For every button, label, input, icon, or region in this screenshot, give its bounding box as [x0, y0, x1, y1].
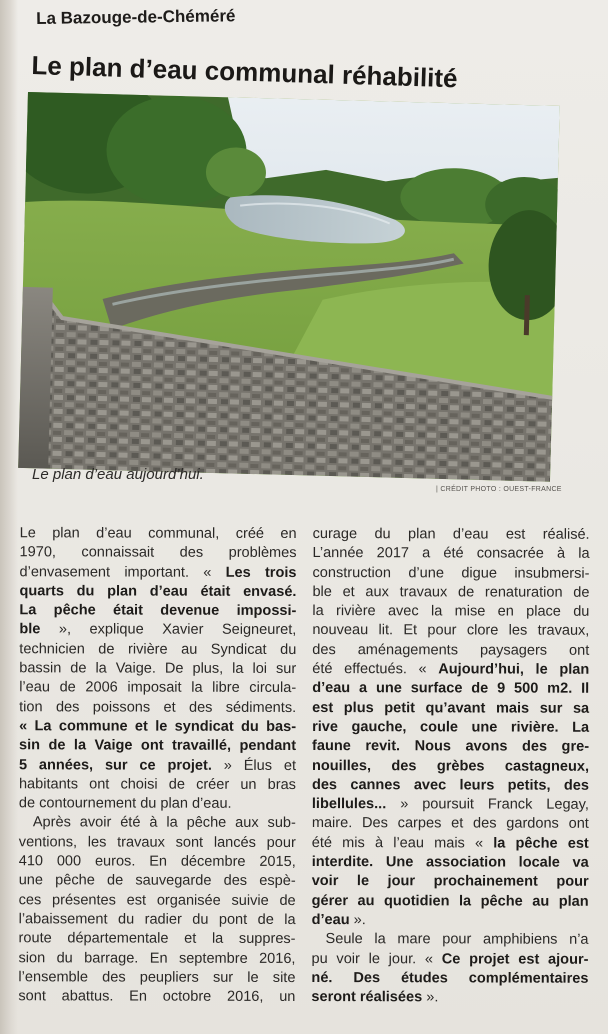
bold-quote-text: sin de la Vaige ont travaillé, pendant: [19, 737, 297, 755]
body-text-segment: pu voir le jour. «: [311, 950, 442, 967]
text-line: [312, 757, 589, 777]
bold-quote-text: ble: [19, 621, 41, 638]
body-text-segment: ventions, les travaux sont lancés pour: [18, 834, 296, 851]
bold-quote-text: voir le jour prochainement pour: [311, 873, 589, 891]
body-text-segment: tion des poissons et des sédiments.: [19, 698, 297, 716]
bold-quote-text: des cannes avec leurs petits, des: [311, 776, 589, 794]
text-line: [312, 911, 589, 931]
body-text-segment: l’abaissement du radier du pont de la: [18, 911, 296, 928]
text-line: [20, 524, 297, 544]
text-line: [19, 659, 296, 679]
body-text-segment: l’ensemble des peupliers sur le site: [18, 969, 296, 986]
bold-quote-text: 5 années, sur ce projet.: [18, 756, 212, 774]
body-text-segment: », explique Xavier Seigneuret,: [40, 621, 297, 639]
body-text-segment: technicien de rivière au Syndicat du: [19, 641, 297, 658]
body-text-segment: ces présentes est organisée suivie de: [18, 891, 296, 909]
bold-quote-text: Les trois: [225, 564, 297, 581]
body-column-left: [18, 524, 296, 1007]
bold-quote-text: Aujourd’hui, le plan: [438, 661, 590, 678]
text-line: [19, 814, 296, 834]
body-text-segment: » Élus et: [211, 757, 297, 774]
text-line: [312, 622, 589, 642]
bold-quote-text: rive gauche, coule une rivière. La: [312, 718, 590, 736]
text-line: [18, 987, 295, 1007]
text-line: [19, 872, 296, 892]
text-line: [19, 563, 296, 583]
text-line: [19, 833, 296, 853]
text-line: [19, 737, 296, 757]
text-line: [312, 602, 589, 622]
article-headline: Le plan d’eau communal réhabilité: [31, 50, 459, 94]
pond-landscape-image: [18, 92, 560, 482]
body-text-segment: route départementale et la suppres-: [18, 930, 296, 948]
body-text-segment: la rivière avec la mise en place du: [312, 603, 590, 620]
text-line: [18, 968, 295, 988]
article-photo: [18, 92, 560, 482]
text-line: [313, 525, 590, 545]
body-text-segment: l’eau de 2006 imposait la libre circula-: [19, 679, 297, 697]
bold-quote-text: quarts du plan d’eau était envasé.: [19, 583, 297, 600]
body-text-segment: maire. Des carpes et des gardons ont: [311, 815, 589, 833]
text-line: [19, 910, 296, 930]
text-line: [19, 621, 296, 641]
body-text-segment: 410 000 euros. En décembre 2015,: [18, 853, 296, 871]
bold-quote-text: gérer au quotidien la pêche au plan: [311, 892, 589, 910]
body-text-segment: une pêche de sauvegarde des espè-: [18, 872, 296, 890]
text-line: [312, 834, 589, 854]
body-text-segment: bassin de la Vaige. De plus, la loi sur: [19, 660, 297, 678]
text-line: [19, 775, 296, 795]
body-text-segment: d’envasement important. «: [19, 563, 226, 581]
body-text-segment: » poursuit Franck Legay,: [386, 796, 589, 813]
body-column-right: [311, 525, 589, 1008]
bold-quote-text: libellules...: [311, 796, 387, 813]
body-text-segment: de contournement du plan d’eau.: [18, 795, 232, 812]
body-text-segment: été effectués. «: [312, 661, 439, 678]
text-line: [19, 717, 296, 737]
text-line: [312, 699, 589, 719]
text-line: [19, 679, 296, 699]
bold-quote-text: né. Des études complémentaires: [311, 969, 589, 987]
bold-quote-text: interdite. Une association locale va: [311, 854, 589, 871]
body-text-segment: Seule la mare pour amphibiens n’a: [325, 931, 589, 948]
text-line: [312, 853, 589, 873]
body-text-segment: ».: [349, 912, 366, 929]
body-text-segment: Après avoir été à la pêche aux sub-: [32, 814, 296, 832]
text-line: [311, 950, 588, 970]
text-line: [19, 582, 296, 602]
body-text-segment: construction d’une digue insubmersi-: [312, 564, 590, 582]
text-line: [312, 872, 589, 892]
text-line: [19, 601, 296, 621]
bold-quote-text: faune revit. Nous avons des gre-: [312, 738, 590, 756]
bold-quote-text: Ce projet est ajour-: [441, 950, 589, 968]
text-line: [312, 814, 589, 834]
text-line: [312, 718, 589, 738]
bold-quote-text: d’eau: [311, 911, 350, 929]
text-line: [312, 583, 589, 603]
body-text-segment: été mis à l’eau mais «: [311, 834, 494, 852]
bold-quote-text: la pêche est: [493, 835, 589, 852]
text-line: [19, 929, 296, 949]
body-text-segment: habitants ont choisi de créer un bras: [18, 776, 296, 793]
photo-caption: Le plan d’eau aujourd’hui.: [32, 466, 204, 483]
body-text-segment: sont abattus. En octobre 2016, un: [18, 988, 296, 1006]
text-line: [19, 640, 296, 660]
text-line: [20, 544, 297, 564]
body-text-segment: nouveau lit. Et pour clore les travaux,: [312, 622, 590, 640]
body-text-segment: sion du barrage. En septembre 2016,: [18, 949, 296, 967]
text-line: [312, 795, 589, 815]
body-text-segment: L’année 2017 a été consacrée à la: [312, 545, 590, 563]
bold-quote-text: d’eau a une surface de 9 500 m2. Il: [312, 680, 590, 698]
page-fold-shadow: [0, 0, 18, 1034]
bold-quote-text: seront réalisées: [311, 989, 423, 1006]
text-line: [313, 544, 590, 564]
text-line: [312, 660, 589, 680]
text-line: [311, 988, 588, 1008]
body-text-segment: ble et aux travaux de renaturation de: [312, 583, 590, 601]
body-text-segment: 1970, connaissait des problèmes: [19, 544, 297, 562]
text-line: [312, 892, 589, 912]
body-text-left: [18, 524, 296, 1007]
text-line: [19, 852, 296, 872]
text-line: [19, 794, 296, 814]
body-text-segment: ».: [422, 989, 439, 1006]
bold-quote-text: est plus petit qu’avant mais sur sa: [312, 699, 590, 717]
text-line: [312, 930, 589, 950]
body-text-segment: des aménagements paysagers ont: [312, 641, 590, 659]
article-kicker: La Bazouge-de-Chéméré: [36, 6, 236, 28]
text-line: [18, 949, 295, 969]
text-line: [19, 698, 296, 718]
photo-credit: | CRÉDIT PHOTO : OUEST-FRANCE: [436, 486, 562, 493]
text-line: [312, 679, 589, 699]
article-body: [18, 524, 589, 1008]
text-line: [312, 776, 589, 796]
text-line: [19, 756, 296, 776]
bold-quote-text: « La commune et le syndicat du bas-: [19, 718, 297, 735]
text-line: [312, 641, 589, 661]
body-text-right: [311, 525, 589, 1008]
text-line: [311, 969, 588, 989]
bold-quote-text: La pêche était devenue impossi-: [19, 602, 297, 620]
text-line: [312, 737, 589, 757]
text-line: [312, 564, 589, 584]
bold-quote-text: nouilles, des grèbes castagneux,: [311, 757, 590, 775]
text-line: [19, 891, 296, 911]
body-text-segment: curage du plan d’eau est réalisé.: [312, 526, 590, 543]
body-text-segment: Le plan d’eau communal, créé en: [19, 525, 297, 542]
